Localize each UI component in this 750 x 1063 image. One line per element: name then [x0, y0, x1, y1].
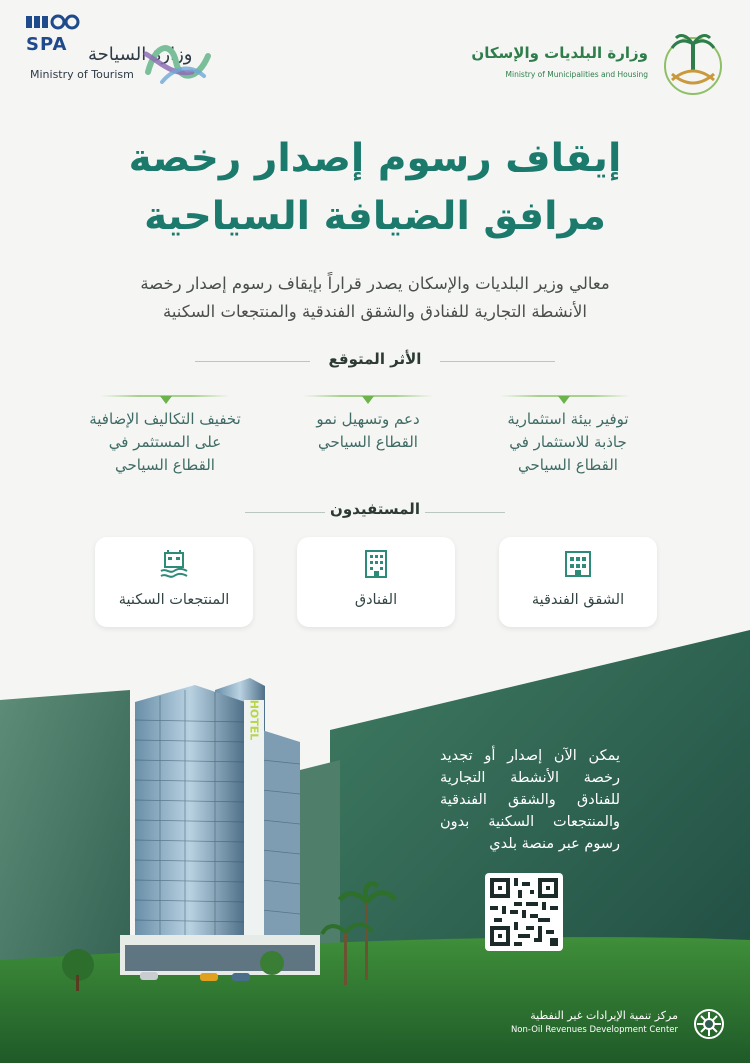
impact-item: [70, 408, 260, 477]
spa-logo: [24, 14, 84, 56]
grass: [0, 937, 750, 1063]
description: [40, 270, 710, 326]
footer-name-ar: مركز تنمية الإيرادات غير النفطية: [530, 1009, 678, 1022]
title-line-2: مرافق الضيافة السياحية: [144, 194, 606, 239]
impact-item-line: جاذبة للاستثمار في: [509, 433, 627, 451]
impact-item-line: تخفيف التكاليف الإضافية: [89, 410, 241, 428]
hotel-sign: HOTEL: [247, 699, 261, 741]
tourism-emblem-icon: [142, 32, 214, 92]
impact-marker-icon: [160, 396, 172, 404]
description-line-1: معالي وزير البلديات والإسكان يصدر قراراً بإيقاف رسوم إصدار رخصة: [140, 274, 610, 293]
impact-item-line: القطاع السياحي: [115, 456, 215, 474]
impact-item-line: على المستثمر في: [108, 433, 222, 451]
apartment-building-icon: [563, 549, 593, 579]
beneficiaries-heading: المستفيدون: [330, 500, 420, 518]
hotel-building-icon: [361, 549, 391, 579]
impact-item-line: دعم وتسهيل نمو: [316, 410, 420, 428]
ministry-of-tourism-logo: [22, 14, 222, 94]
qr-code[interactable]: [485, 873, 563, 951]
beneficiary-label: الشقق الفندقية: [531, 592, 625, 608]
non-oil-revenues-center-logo: [490, 1003, 730, 1043]
impact-item-line: توفير بيئة استثمارية: [507, 410, 629, 428]
resort-icon: [159, 549, 189, 579]
tourism-name-en: Ministry of Tourism: [30, 68, 134, 81]
footer-name-en: Non-Oil Revenues Development Center: [510, 1025, 678, 1035]
impact-heading: الأثر المتوقع: [328, 350, 422, 368]
impact-marker-icon: [558, 396, 570, 404]
beneficiary-card: [499, 537, 657, 627]
impact-item: [473, 408, 663, 477]
impact-marker-icon: [362, 396, 374, 404]
description-line-2: الأنشطة التجارية للفنادق والشقق الفندقية والمنتجعات السكنية: [162, 302, 588, 321]
spa-logo-icon: [24, 14, 84, 54]
impact-item-line: القطاع السياحي: [318, 433, 418, 451]
hotel-tower: [135, 685, 245, 950]
page-title: [60, 130, 690, 246]
palm-swords-emblem-icon: [658, 30, 728, 96]
beneficiary-label: المنتجعات السكنية: [118, 592, 230, 608]
impact-item-line: القطاع السياحي: [518, 456, 618, 474]
ministry-of-municipalities-logo: [471, 30, 728, 100]
beneficiary-card: [297, 537, 455, 627]
beneficiary-label: الفنادق: [354, 592, 398, 608]
title-line-1: إيقاف رسوم إصدار رخصة: [128, 136, 622, 181]
qr-code-icon: [490, 878, 558, 946]
municipalities-name-en: Ministry of Municipalities and Housing: [505, 70, 648, 79]
beneficiary-card: [95, 537, 253, 627]
impact-item: [273, 408, 463, 454]
tourism-name-ar: وزارة السياحة: [88, 44, 193, 65]
center-emblem-icon: [692, 1007, 726, 1041]
municipalities-name-ar: وزارة البلديات والإسكان: [471, 44, 648, 62]
hotel-scene-illustration: [0, 630, 750, 1063]
cta-text: يمكن الآن إصدار أو تجديد رخصة الأنشطة التجارية للفنادق والشقق الفندقية والمنتجعات السكنية بدون رسوم عبر منصة بلدي: [440, 748, 620, 852]
spa-logo-text: SPA: [26, 34, 68, 54]
